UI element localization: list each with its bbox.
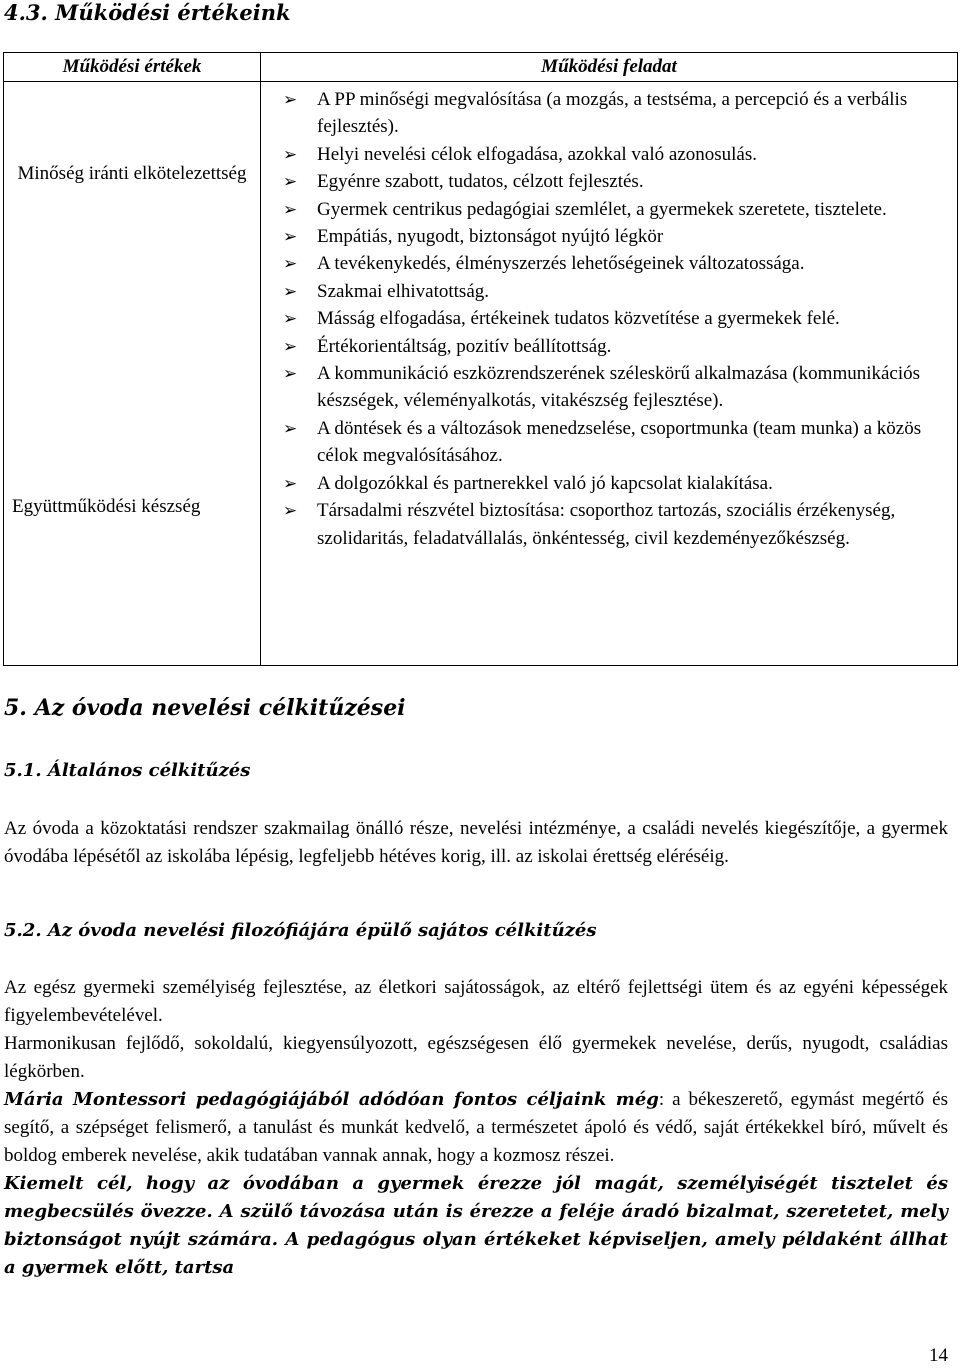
arrow-bullet-icon: ➢ [283,199,298,219]
table-header-row [4,53,958,82]
list-item: ➢ Gyermek centrikus pedagógiai szemlélet, a gyermekek szeretete, tisztelete. [261,196,951,223]
paragraph-specific-goals [4,974,948,1282]
page-number: 14 [929,1345,948,1366]
values-table [3,52,958,666]
heading-section-5-1: 5.1. Általános célkitűzés [4,760,251,781]
heading-section-5-2: 5.2. Az óvoda nevelési filozófiájára épülő sajátos célkitűzés [4,920,597,941]
arrow-bullet-icon: ➢ [283,90,298,109]
arrow-bullet-icon: ➢ [283,309,298,329]
section-heading: 4.3. Működési értékeink [4,0,291,25]
list-item: ➢ Szakmai elhivatottság. [261,278,951,305]
list-item: ➢ A dolgozókkal és partnerekkel való jó kapcsolat kialakítása. [261,470,951,497]
list-item: ➢ Értékorientáltság, pozitív beállítottság. [261,333,951,360]
arrow-bullet-icon: ➢ [283,172,298,192]
montessori-rest: : a békeszerető, egymást megértő és segítő, a szépséget felismerő, a tanulást és munkát kedvelő, a természetet ápoló és védő, saját értékekkel bíró, művelt és boldog emberek nevelése, akik tudatában vannak annak, hogy a kozmosz részei. [4,1089,948,1166]
paragraph-general-goal: Az óvoda a közoktatási rendszer szakmailag önálló része, nevelési intézménye, a családi nevelés kiegészítője, a gyermek óvodába lépésétől az iskolába lépésig, legfeljebb hétéves korig, ill. az iskolai érettség eléréséig. [4,818,948,867]
arrow-bullet-icon: ➢ [283,254,298,274]
arrow-bullet-icon: ➢ [283,473,298,493]
arrow-bullet-icon: ➢ [283,418,298,438]
arrow-bullet-icon: ➢ [283,144,298,164]
col-header-values: Működési értékek [4,53,261,82]
tasks-cell [261,82,958,666]
paragraph-key-goal: Kiemelt cél, hogy az óvodában a gyermek érezze jól magát, személyiségét tisztelet és megbecsülés övezze. A szülő távozása után is érezze a feléje áradó bizalmat, szeretetet, mely biztonságot nyújt számára. A pedagógus olyan értékeket képviseljen, amely példaként állhat a gyermek előtt, tartsa [4,1173,948,1278]
arrow-bullet-icon: ➢ [283,227,298,247]
list-item: ➢ A döntések és a változások menedzselése, csoportmunka (team munka) a közös célok megvalósításához. [261,415,951,470]
list-item: ➢ Másság elfogadása, értékeinek tudatos közvetítése a gyermekek felé. [261,305,951,332]
paragraph-montessori [4,1086,948,1170]
heading-section-5: 5. Az óvoda nevelési célkitűzései [4,695,406,721]
arrow-bullet-icon: ➢ [283,364,298,384]
list-item: ➢ Helyi nevelési célok elfogadása, azokkal való azonosulás. [261,141,951,168]
left-cell [4,82,261,666]
list-item: ➢ A tevékenykedés, élményszerzés lehetőségeinek változatossága. [261,250,951,277]
arrow-bullet-icon: ➢ [283,501,298,521]
montessori-lead: Mária Montessori pedagógiájából adódóan fontos céljaink még [4,1089,659,1110]
paragraph-harmonious: Harmonikusan fejlődő, sokoldalú, kiegyensúlyozott, egészségesen élő gyermekek nevelése, derűs, nyugodt, családias légkörben. [4,1033,948,1082]
list-item: ➢ Egyénre szabott, tudatos, célzott fejlesztés. [261,168,951,195]
list-item: ➢ A kommunikáció eszközrendszerének széleskörű alkalmazása (kommunikációs készségek, véleményalkotás, vitakészség fejlesztése). [261,360,951,415]
paragraph-personality: Az egész gyermeki személyiség fejlesztése, az életkori sajátosságok, az eltérő fejlettségi ütem és az egyéni képességek figyelembevételével. [4,977,948,1026]
list-item: ➢ Társadalmi részvétel biztosítása: csoporthoz tartozás, szociális érzékenység, szolidaritás, feladatvállalás, önkéntesség, civil kezdeményezőkészség. [261,497,951,552]
tasks-list [261,82,957,556]
arrow-bullet-icon: ➢ [283,336,298,356]
col-header-tasks: Működési feladat [261,53,958,82]
left-label-cooperation: Együttműködési készség [12,496,201,517]
left-label-quality: Minőség iránti elkötelezettség [17,163,247,184]
list-item: ➢ A PP minőségi megvalósítása (a mozgás, a testséma, a percepció és a verbális fejlesztés). [261,86,951,141]
arrow-bullet-icon: ➢ [283,281,298,301]
table-row [4,82,958,666]
list-item: ➢ Empátiás, nyugodt, biztonságot nyújtó légkör [261,223,951,250]
